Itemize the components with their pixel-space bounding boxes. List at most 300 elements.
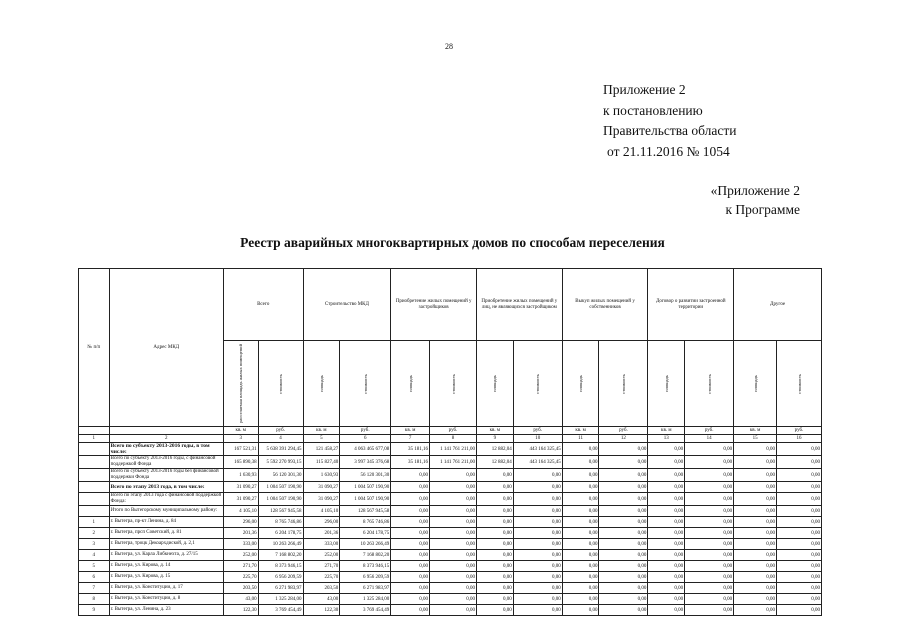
row-value: 0,00 [430,561,477,572]
subheader-label: площадь [407,375,413,392]
row-value: 0,00 [513,594,562,605]
row-value: 0,00 [391,517,430,528]
row-value: 0,00 [777,506,822,517]
row-value: 7 168 802,20 [258,550,303,561]
row-value: 0,00 [562,456,599,469]
row-number [79,469,110,482]
row-value: 0,00 [476,469,513,482]
subheader-label: стоимость [362,373,368,394]
unit-area: кв. м [391,427,430,435]
subheader-label: стоимость [796,373,802,394]
table-row [79,594,822,605]
row-value: 0,00 [599,456,648,469]
row-value: 225,70 [303,572,340,583]
row-value: 0,00 [562,493,599,506]
row-value: 0,00 [648,469,685,482]
subheader-cost [685,341,734,427]
row-value: 0,00 [648,605,685,616]
row-value: 5 638 391 294,45 [258,443,303,456]
column-index: 15 [734,435,777,443]
unit-cost: руб. [777,427,822,435]
row-value: 0,00 [562,482,599,493]
row-value: 0,00 [513,583,562,594]
row-value: 0,00 [648,594,685,605]
row-value: 443 164 325,45 [513,456,562,469]
group-header: Приобретение жилых помещений у лиц, не являющихся застройщиком [476,269,562,341]
table-row [79,456,822,469]
row-value: 0,00 [391,506,430,517]
subheader-area [562,341,599,427]
row-value: 4 105,10 [303,506,340,517]
row-value: 12 882,04 [476,456,513,469]
row-value: 0,00 [513,506,562,517]
row-value: 0,00 [734,528,777,539]
subheader-label: площадь [492,375,498,392]
subheader-label: стоимость [620,373,626,394]
row-value: 0,00 [513,517,562,528]
group-header: Приобретение жилых помещений у застройщиков [391,269,477,341]
row-value: 0,00 [391,605,430,616]
row-value: 0,00 [391,561,430,572]
row-value: 0,00 [648,493,685,506]
subheader-label: площадь [318,375,324,392]
row-value: 0,00 [562,528,599,539]
row-number [79,456,110,469]
row-value: 115 827,40 [303,456,340,469]
subheader-label: стоимость [706,373,712,394]
row-label: Всего по субъекту 2013-2016 годы без финансовой поддержки Фонда [109,469,223,482]
row-value: 0,00 [430,594,477,605]
row-value: 4 063 465 677,08 [340,443,391,456]
row-value: 0,00 [476,583,513,594]
unit-cost: руб. [340,427,391,435]
row-label: г. Вытегра, прсп Советский, д. 81 [109,528,223,539]
row-value: 0,00 [648,482,685,493]
row-value: 0,00 [430,605,477,616]
column-index: 7 [391,435,430,443]
column-index: 11 [562,435,599,443]
row-value: 0,00 [734,493,777,506]
row-value: 0,00 [430,506,477,517]
row-value: 0,00 [391,482,430,493]
table-row [79,550,822,561]
unit-blank [109,427,223,435]
column-index: 8 [430,435,477,443]
subheader-cost [777,341,822,427]
row-value: 0,00 [777,456,822,469]
row-value: 252,00 [223,550,258,561]
row-value: 0,00 [685,506,734,517]
row-value: 167 521,31 [223,443,258,456]
row-number [79,506,110,517]
row-value: 3 997 345 376,68 [340,456,391,469]
row-value: 35 181,16 [391,443,430,456]
row-value: 0,00 [599,482,648,493]
row-value: 0,00 [777,605,822,616]
row-value: 8 765 746,86 [340,517,391,528]
row-value: 0,00 [599,605,648,616]
page-number: 28 [445,42,453,51]
row-value: 0,00 [648,517,685,528]
row-label: Всего по субъекту 2013-2016 годы, в том числе: [109,443,223,456]
row-value: 31 090,27 [303,482,340,493]
registry-table [78,268,822,616]
unit-cost: руб. [258,427,303,435]
row-value: 0,00 [430,583,477,594]
table-row [79,517,822,528]
row-value: 0,00 [391,594,430,605]
row-value: 1 630,93 [303,469,340,482]
column-index: 14 [685,435,734,443]
col-address-header: Адрес МКД [109,269,223,427]
row-value: 0,00 [734,517,777,528]
unit-cost: руб. [599,427,648,435]
row-number: 2 [79,528,110,539]
row-value: 8 373 946,15 [258,561,303,572]
row-value: 0,00 [648,583,685,594]
row-value: 0,00 [685,493,734,506]
row-value: 8 373 946,15 [340,561,391,572]
column-index: 5 [303,435,340,443]
row-value: 0,00 [562,594,599,605]
row-value: 0,00 [734,539,777,550]
row-value: 0,00 [685,561,734,572]
row-value: 6 271 983,97 [340,583,391,594]
row-label: Итого по Вытегорскому муниципальному району: [109,506,223,517]
table-row [79,572,822,583]
row-value: 1 004 507 190,90 [258,482,303,493]
row-value: 0,00 [562,572,599,583]
row-value: 0,00 [513,550,562,561]
table-row [79,506,822,517]
row-value: 0,00 [599,469,648,482]
row-value: 6 204 178,75 [340,528,391,539]
row-number: 9 [79,605,110,616]
row-value: 0,00 [648,572,685,583]
row-value: 0,00 [648,550,685,561]
column-index: 1 [79,435,110,443]
row-value: 0,00 [777,583,822,594]
table-row [79,528,822,539]
table-row [79,561,822,572]
row-value: 1 004 507 190,90 [258,493,303,506]
row-value: 0,00 [685,572,734,583]
row-value: 0,00 [777,469,822,482]
document-title: Реестр аварийных многоквартирных домов по способам переселения [240,235,665,250]
row-value: 0,00 [513,482,562,493]
row-value: 7 168 802,20 [340,550,391,561]
row-value: 0,00 [599,583,648,594]
row-label: г. Вытегра, ул. Карла Либкнехта, д. 27/15 [109,550,223,561]
row-value: 0,00 [685,456,734,469]
row-value: 0,00 [430,482,477,493]
row-value: 121 458,27 [303,443,340,456]
row-value: 0,00 [513,605,562,616]
subheader-label: стоимость [278,373,284,394]
row-value: 0,00 [476,572,513,583]
row-value: 0,00 [562,605,599,616]
row-value: 0,00 [513,493,562,506]
row-value: 12 882,04 [476,443,513,456]
subheader-area [734,341,777,427]
row-number: 6 [79,572,110,583]
row-label: г. Вытегра, троцк Декоархдиской, д. 2,1 [109,539,223,550]
row-value: 0,00 [734,561,777,572]
row-value: 31 090,27 [223,482,258,493]
row-value: 0,00 [391,469,430,482]
row-value: 0,00 [734,583,777,594]
row-value: 203,50 [223,583,258,594]
row-value: 43,00 [223,594,258,605]
row-value: 0,00 [734,482,777,493]
row-value: 122,30 [223,605,258,616]
row-value: 0,00 [391,493,430,506]
unit-area: кв. м [303,427,340,435]
row-value: 0,00 [777,517,822,528]
row-value: 0,00 [476,528,513,539]
row-value: 0,00 [513,539,562,550]
subheader-label: площадь [752,375,758,392]
row-value: 201,36 [303,528,340,539]
row-value: 333,00 [223,539,258,550]
row-value: 3 769 454,49 [340,605,391,616]
subheader-label: площадь [663,375,669,392]
row-value: 0,00 [430,517,477,528]
row-value: 0,00 [734,456,777,469]
row-number: 3 [79,539,110,550]
row-value: 35 181,16 [391,456,430,469]
row-value: 0,00 [562,443,599,456]
row-value: 0,00 [476,482,513,493]
row-value: 0,00 [648,528,685,539]
row-value: 0,00 [391,528,430,539]
row-value: 201,36 [223,528,258,539]
subheader-cost [430,341,477,427]
row-value: 0,00 [599,493,648,506]
appendix-header [603,80,736,162]
row-value: 0,00 [685,469,734,482]
row-value: 0,00 [777,594,822,605]
row-value: 0,00 [648,456,685,469]
row-value: 1 325 284,00 [258,594,303,605]
column-index: 3 [223,435,258,443]
table-row [79,443,822,456]
row-value: 128 567 945,58 [340,506,391,517]
row-value: 0,00 [685,528,734,539]
row-value: 0,00 [430,539,477,550]
column-index: 12 [599,435,648,443]
row-value: 0,00 [685,583,734,594]
row-value: 1 004 507 190,90 [340,482,391,493]
row-value: 0,00 [734,550,777,561]
row-value: 43,00 [303,594,340,605]
column-index: 9 [476,435,513,443]
subheader-label: стоимость [535,373,541,394]
row-number [79,443,110,456]
row-value: 0,00 [734,572,777,583]
row-value: 6 204 178,75 [258,528,303,539]
row-value: 0,00 [648,443,685,456]
row-value: 0,00 [734,506,777,517]
row-value: 0,00 [476,539,513,550]
row-value: 0,00 [599,443,648,456]
row-label: г. Вытегра, ул. Конституции, д. 8 [109,594,223,605]
unit-area: кв. м [562,427,599,435]
appendix-line: от 21.11.2016 № 1054 [607,143,730,159]
row-value: 0,00 [476,594,513,605]
row-value: 271,70 [223,561,258,572]
row-value: 252,00 [303,550,340,561]
row-number: 4 [79,550,110,561]
row-value: 0,00 [430,493,477,506]
subheader-area [476,341,513,427]
row-number: 7 [79,583,110,594]
row-label: г. Вытегра, ул. Кирова, д. 14 [109,561,223,572]
group-header: Всего [223,269,303,341]
row-value: 0,00 [599,561,648,572]
row-value: 0,00 [777,539,822,550]
subheader-cost [599,341,648,427]
program-reference-line: «Приложение 2 [710,183,800,198]
row-value: 0,00 [599,506,648,517]
row-value: 0,00 [391,572,430,583]
program-reference [700,181,800,219]
col-number-header: № п/п [79,269,110,427]
row-value: 6 956 209,59 [340,572,391,583]
row-value: 0,00 [685,550,734,561]
row-value: 1 141 761 211,00 [430,456,477,469]
row-value: 0,00 [430,550,477,561]
group-header: Строительство МКД [303,269,391,341]
subheader-label: площадь [578,375,584,392]
unit-cost: руб. [685,427,734,435]
row-value: 0,00 [599,539,648,550]
row-value: 225,70 [223,572,258,583]
row-value: 0,00 [476,561,513,572]
row-value: 296,00 [223,517,258,528]
row-value: 0,00 [599,550,648,561]
row-value: 0,00 [777,443,822,456]
row-value: 0,00 [391,550,430,561]
row-number: 5 [79,561,110,572]
row-value: 0,00 [562,550,599,561]
row-value: 0,00 [476,517,513,528]
row-value: 0,00 [562,539,599,550]
unit-area: кв. м [476,427,513,435]
row-value: 0,00 [391,539,430,550]
subheader-area [648,341,685,427]
row-value: 0,00 [734,443,777,456]
group-header: Другое [734,269,822,341]
row-value: 0,00 [513,572,562,583]
row-value: 10 263 266,49 [340,539,391,550]
column-index: 16 [777,435,822,443]
row-value: 56 120 301,30 [340,469,391,482]
group-header: Договор о развитии застроенной территории [648,269,734,341]
table-row [79,482,822,493]
row-value: 0,00 [476,493,513,506]
subheader-label: расселяемая площадь жилых помещений [238,344,244,423]
row-value: 31 090,27 [223,493,258,506]
row-value: 1 004 507 190,90 [340,493,391,506]
row-value: 0,00 [599,572,648,583]
row-value: 1 141 761 211,00 [430,443,477,456]
row-value: 0,00 [734,594,777,605]
column-index: 4 [258,435,303,443]
row-value: 0,00 [562,506,599,517]
unit-area: кв. м [734,427,777,435]
subheader-area [223,341,258,427]
appendix-line: Правительства области [603,123,737,138]
row-value: 0,00 [685,605,734,616]
row-value: 0,00 [430,572,477,583]
row-value: 0,00 [513,469,562,482]
row-value: 1 630,93 [223,469,258,482]
row-value: 0,00 [777,561,822,572]
row-label: г. Вытегра, ул. Ленина, д. 23 [109,605,223,616]
row-value: 0,00 [476,506,513,517]
row-value: 0,00 [430,469,477,482]
unit-cost: руб. [430,427,477,435]
row-value: 122,30 [303,605,340,616]
row-value: 31 090,27 [303,493,340,506]
table-row [79,493,822,506]
subheader-cost [340,341,391,427]
row-value: 0,00 [562,517,599,528]
row-value: 203,50 [303,583,340,594]
row-value: 0,00 [777,550,822,561]
row-value: 0,00 [685,443,734,456]
row-value: 0,00 [513,561,562,572]
row-label: г. Вытегра, ул. Кирова, д. 15 [109,572,223,583]
row-value: 6 271 983,97 [258,583,303,594]
row-value: 3 769 454,49 [258,605,303,616]
row-value: 165 890,38 [223,456,258,469]
row-number: 8 [79,594,110,605]
row-value: 0,00 [648,539,685,550]
row-value: 8 765 746,86 [258,517,303,528]
program-reference-line: к Программе [725,202,800,217]
row-value: 0,00 [562,561,599,572]
subheader-label: стоимость [450,373,456,394]
unit-area: кв. м [223,427,258,435]
row-value: 0,00 [685,539,734,550]
appendix-line: к постановлению [603,102,703,118]
row-value: 4 105,10 [223,506,258,517]
unit-area: кв. м [648,427,685,435]
row-value: 0,00 [777,482,822,493]
group-header: Выкуп жилых помещений у собственников [562,269,648,341]
unit-cost: руб. [513,427,562,435]
row-value: 0,00 [476,550,513,561]
column-index: 6 [340,435,391,443]
column-index: 2 [109,435,223,443]
subheader-cost [513,341,562,427]
row-value: 5 592 270 993,15 [258,456,303,469]
column-index: 13 [648,435,685,443]
table-row [79,539,822,550]
row-value: 0,00 [562,469,599,482]
row-value: 0,00 [777,572,822,583]
row-value: 0,00 [777,493,822,506]
row-value: 271,70 [303,561,340,572]
unit-blank [79,427,110,435]
row-value: 443 164 325,45 [513,443,562,456]
table-row [79,583,822,594]
column-index: 10 [513,435,562,443]
row-value: 0,00 [734,469,777,482]
row-value: 0,00 [391,583,430,594]
